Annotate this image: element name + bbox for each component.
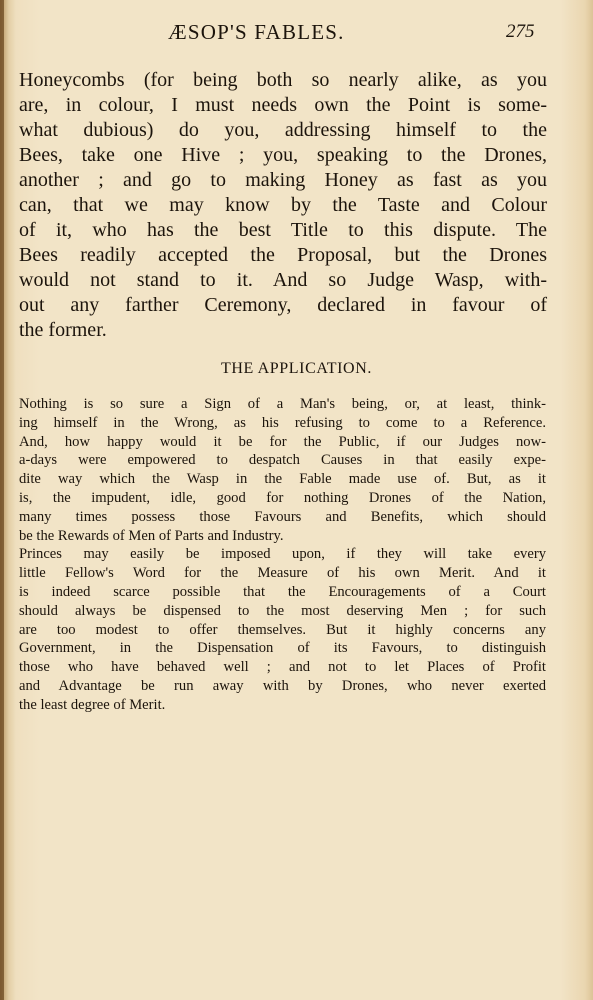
text-line: the least degree of Merit. <box>19 696 166 713</box>
page-number: 275 <box>506 21 535 42</box>
fable-body <box>19 68 547 343</box>
text-line: ing himself in the Wrong, as his refusing to come to a Reference. <box>19 414 546 431</box>
text-line: out any farther Ceremony, declared in favour of <box>19 294 547 316</box>
text-line: of it, who has the best Title to this dispute. The <box>19 219 547 241</box>
text-line: Honeycombs (for being both so nearly alike, as you <box>19 69 547 91</box>
text-line: is, the impudent, idle, good for nothing Drones of the Nation, <box>19 489 546 506</box>
page-binding-edge <box>0 0 4 1000</box>
text-line: Nothing is so sure a Sign of a Man's being, or, at least, think- <box>19 396 546 412</box>
text-line: is indeed scarce possible that the Encouragements of a Court <box>19 583 546 600</box>
application-body <box>19 395 546 715</box>
text-line: Government, in the Dispensation of its Favours, to distinguish <box>19 640 546 657</box>
text-line: should always be dispensed to the most deserving Men ; for such <box>19 602 546 619</box>
text-line: little Fellow's Word for the Measure of his own Merit. And it <box>19 565 546 582</box>
text-line: be the Rewards of Men of Parts and Industry. <box>19 527 284 544</box>
text-line: those who have behaved well ; and not to let Places of Profit <box>19 659 546 676</box>
text-line: And, how happy would it be for the Public, if our Judges now- <box>19 433 546 450</box>
text-line: are, in colour, I must needs own the Point is some- <box>19 94 547 116</box>
text-line: would not stand to it. And so Judge Wasp, with- <box>19 269 547 291</box>
text-line: dite way which the Wasp in the Fable made use of. But, as it <box>19 471 546 488</box>
text-line: a-days were empowered to despatch Causes in that easily expe- <box>19 452 546 469</box>
text-line: Princes may easily be imposed upon, if they will take every <box>19 546 546 563</box>
running-title: ÆSOP'S FABLES. <box>168 20 345 44</box>
text-line: Bees readily accepted the Proposal, but the Drones <box>19 244 547 266</box>
text-line: are too modest to offer themselves. But it highly concerns any <box>19 621 546 638</box>
section-heading: THE APPLICATION. <box>221 360 372 377</box>
text-line: Bees, take one Hive ; you, speaking to the Drones, <box>19 144 547 166</box>
text-line: and Advantage be run away with by Drones, who never exerted <box>19 677 546 694</box>
text-line: another ; and go to making Honey as fast as you <box>19 169 547 191</box>
text-line: the former. <box>19 319 107 341</box>
page-header <box>0 17 593 51</box>
text-line: what dubious) do you, addressing himself to the <box>19 119 547 141</box>
text-line: many times possess those Favours and Benefits, which should <box>19 508 546 525</box>
text-line: can, that we may know by the Taste and Colour <box>19 194 547 216</box>
